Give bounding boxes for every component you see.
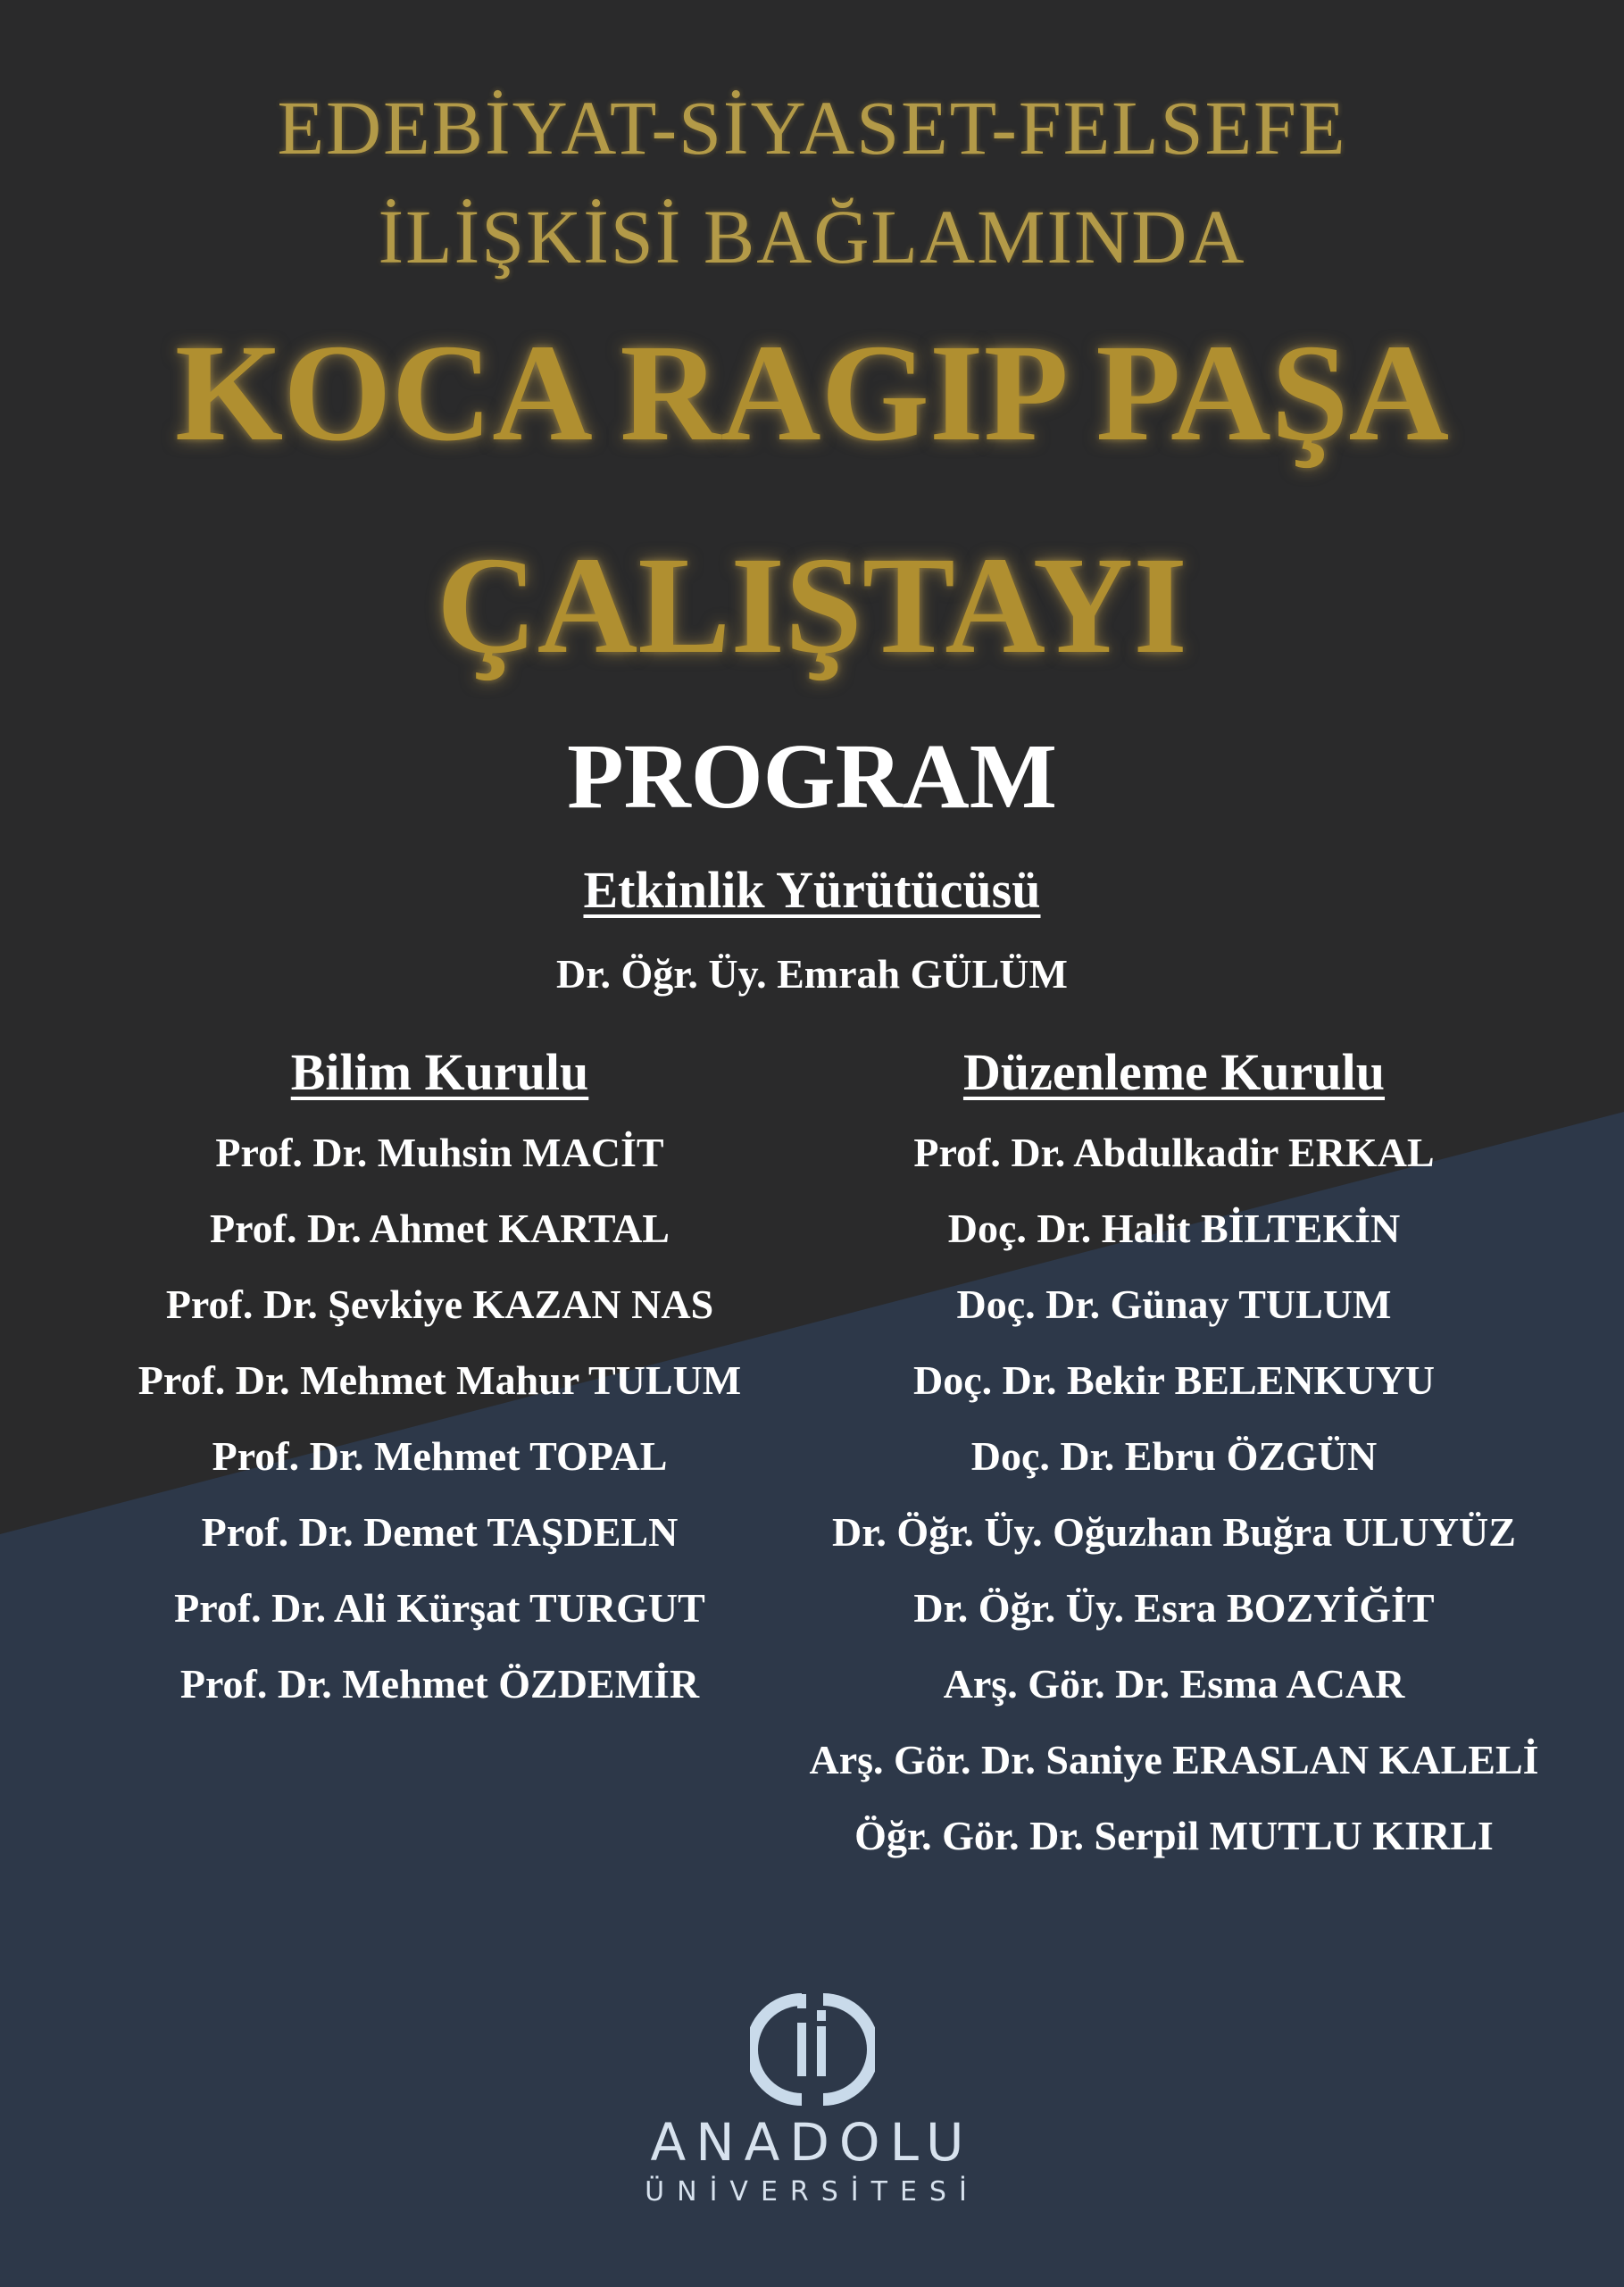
- coordinator-heading: Etkinlik Yürütücüsü: [583, 861, 1041, 919]
- science-committee-heading: Bilim Kurulu: [290, 1043, 589, 1101]
- science-committee-member: Prof. Dr. Muhsin MACİT: [215, 1130, 664, 1175]
- title-line-1: KOCA RAGIP PAŞA: [174, 315, 1450, 470]
- organizing-committee-member: Dr. Öğr. Üy. Esra BOZYİĞİT: [913, 1585, 1435, 1631]
- science-committee-member: Prof. Dr. Demet TAŞDELN: [201, 1509, 679, 1555]
- organizing-committee-member: Öğr. Gör. Dr. Serpil MUTLU KIRLI: [854, 1813, 1494, 1858]
- title-line-2: ÇALIŞTAYI: [436, 528, 1187, 682]
- organizing-committee-heading: Düzenleme Kurulu: [962, 1043, 1386, 1101]
- science-committee-member: Prof. Dr. Ahmet KARTAL: [209, 1206, 670, 1251]
- program-heading: PROGRAM: [567, 725, 1057, 828]
- subtitle-line-2: İLİŞKİSİ BAĞLAMINDA: [378, 194, 1246, 280]
- science-committee-member: Prof. Dr. Mehmet TOPAL: [212, 1433, 668, 1479]
- science-committee-member: Prof. Dr. Mehmet Mahur TULUM: [137, 1357, 742, 1403]
- anadolu-university-logo-icon: [750, 1987, 875, 2112]
- university-brand-name: ANADOLU: [650, 2112, 974, 2173]
- organizing-committee-member: Arş. Gör. Dr. Saniye ERASLAN KALELİ: [809, 1737, 1539, 1782]
- university-brand-sub: ÜNİVERSİTESİ: [645, 2176, 979, 2208]
- coordinator-name: Dr. Öğr. Üy. Emrah GÜLÜM: [556, 951, 1068, 997]
- organizing-committee-member: Dr. Öğr. Üy. Oğuzhan Buğra ULUYÜZ: [832, 1509, 1516, 1555]
- organizing-committee-member: Arş. Gör. Dr. Esma ACAR: [943, 1661, 1405, 1707]
- organizing-committee-member: Prof. Dr. Abdulkadir ERKAL: [913, 1130, 1435, 1175]
- organizing-committee-list: [768, 1132, 1580, 1891]
- organizing-committee-member: Doç. Dr. Günay TULUM: [956, 1281, 1392, 1327]
- organizing-committee-member: Doç. Dr. Halit BİLTEKİN: [947, 1206, 1401, 1251]
- subtitle-line-1: EDEBİYAT-SİYASET-FELSEFE: [277, 85, 1347, 171]
- organizing-committee-member: Doç. Dr. Bekir BELENKUYU: [913, 1357, 1435, 1403]
- science-committee-list: [0, 1132, 879, 1740]
- science-committee-member: Prof. Dr. Mehmet ÖZDEMİR: [179, 1661, 700, 1707]
- organizing-committee-member: Doç. Dr. Ebru ÖZGÜN: [970, 1433, 1378, 1479]
- science-committee-member: Prof. Dr. Ali Kürşat TURGUT: [174, 1585, 705, 1631]
- science-committee-member: Prof. Dr. Şevkiye KAZAN NAS: [165, 1281, 714, 1327]
